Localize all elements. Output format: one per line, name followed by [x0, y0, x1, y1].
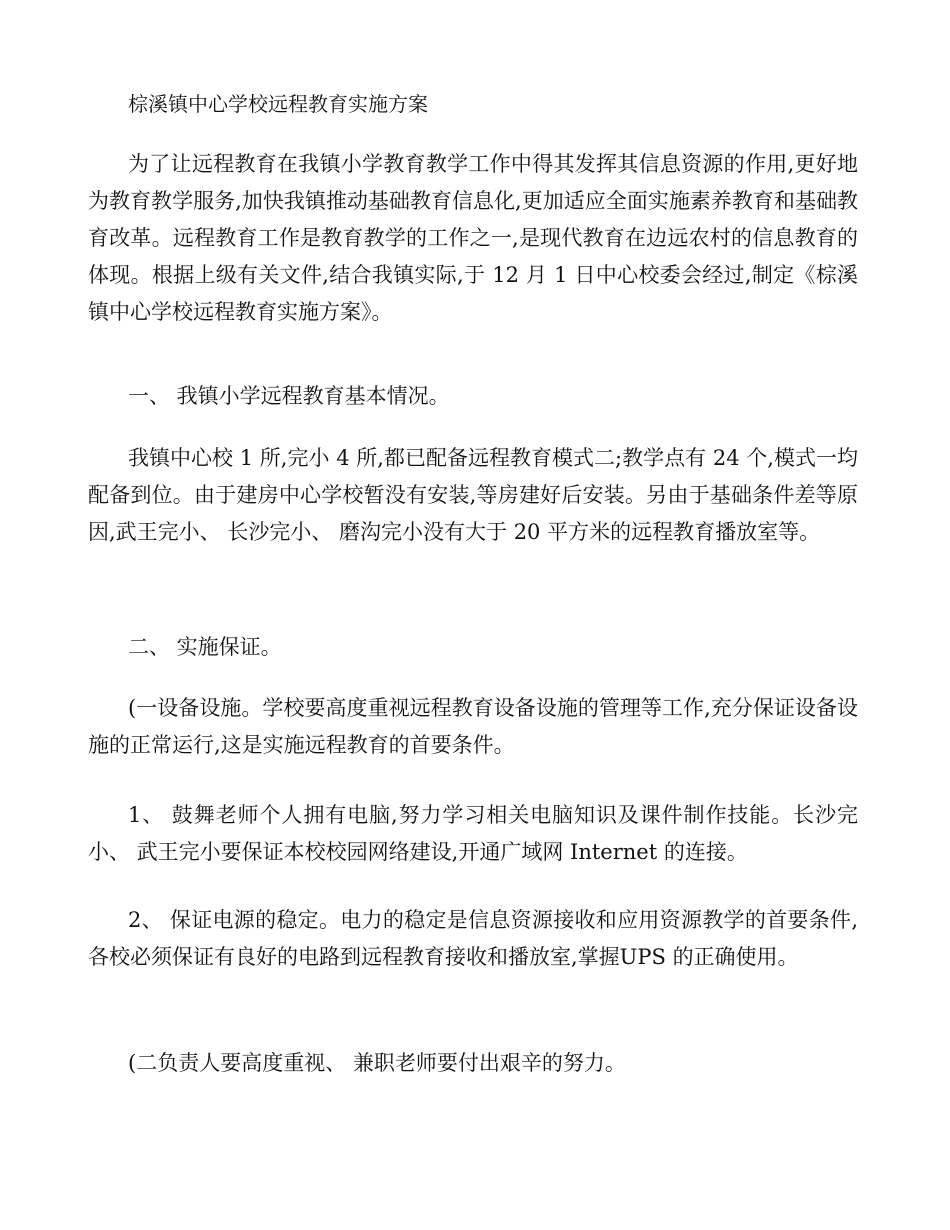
paragraph-equipment: (一设备设施。学校要高度重视远程教育设备设施的管理等工作,充分保证设备设施的正常运行,这是实施远程教育的首要条件。: [88, 696, 858, 757]
list-item-1: 1、 鼓舞老师个人拥有电脑,努力学习相关电脑知识及课件制作技能。长沙完小、 武王完小要保证本校校园网络建设,开通广域网 Internet 的连接。: [88, 803, 858, 864]
paragraph-intro: 为了让远程教育在我镇小学教育教学工作中得其发挥其信息资源的作用,更好地为教育教学服务,加快我镇推动基础教育信息化,更加适应全面实施素养教育和基础教育改革。远程教育工作是教育教学的工作之一,是现代教育在边远农村的信息教育的体现。根据上级有关文件,结合我镇实际,于 12 月 1 日中心校委会经过,制定《棕溪镇中心学校远程教育实施方案》。: [88, 152, 858, 324]
section-heading-1: 一、 我镇小学远程教育基本情况。: [128, 384, 450, 408]
list-item-2: 2、 保证电源的稳定。电力的稳定是信息资源接收和应用资源教学的首要条件,各校必须保证有良好的电路到远程教育接收和播放室,掌握UPS 的正确使用。: [88, 908, 858, 969]
document-title: 棕溪镇中心学校远程教育实施方案: [128, 92, 428, 116]
paragraph-basic-situation: 我镇中心校 1 所,完小 4 所,都已配备远程教育模式二;教学点有 24 个,模式一均配备到位。由于建房中心学校暂没有安装,等房建好后安装。另由于基础条件差等原因,武王完小、 长沙完小、 磨沟完小没有大于 20 平方米的远程教育播放室等。: [88, 446, 858, 544]
section-heading-2: 二、 实施保证。: [128, 635, 282, 659]
paragraph-responsibility: (二负责人要高度重视、 兼职老师要付出艰辛的努力。: [128, 1051, 626, 1075]
